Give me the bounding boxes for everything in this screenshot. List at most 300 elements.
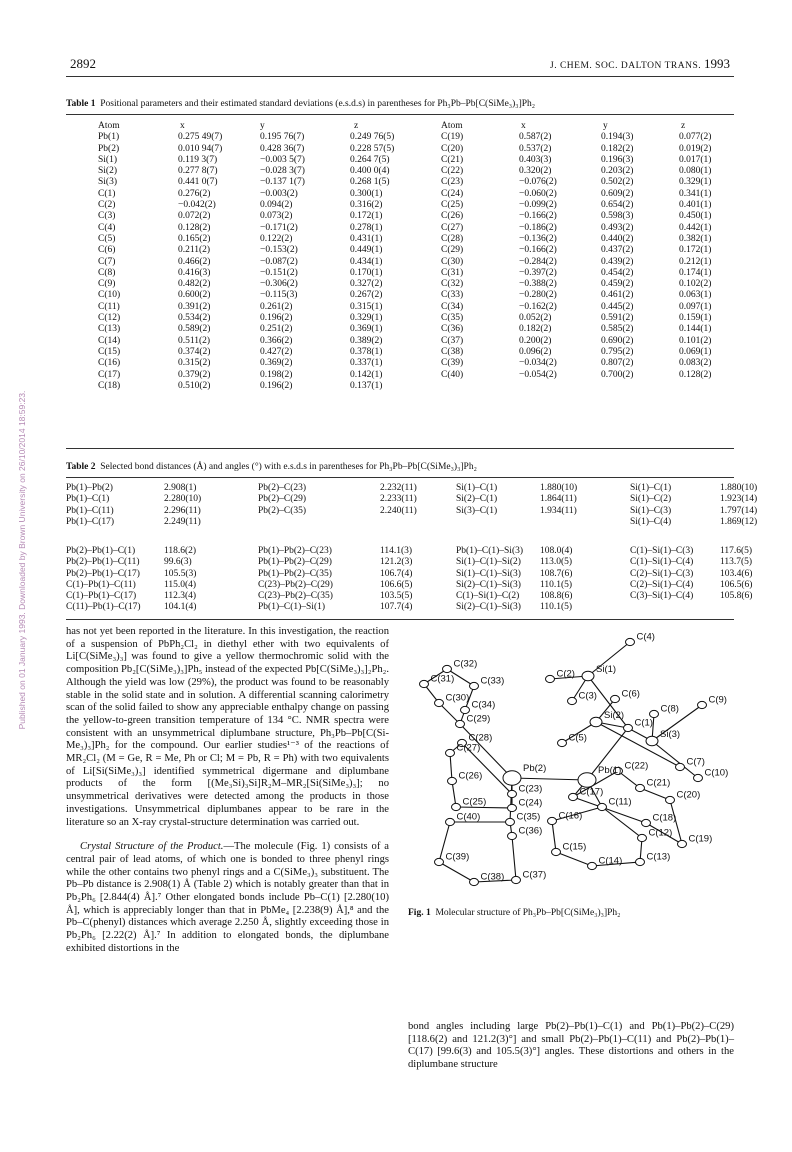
atom-ellipsoid	[552, 848, 561, 855]
table-row	[441, 223, 741, 234]
atom-cell: C(19)	[441, 132, 464, 143]
z-cell: 0.431(1)	[350, 233, 383, 244]
x-cell: −0.060(2)	[519, 188, 557, 199]
journal-name: J. CHEM. SOC. DALTON TRANS.	[550, 61, 702, 71]
atom-cell: C(12)	[98, 313, 121, 324]
table-row	[441, 257, 741, 268]
atom-ellipsoid	[435, 858, 444, 865]
table-row	[66, 557, 780, 568]
x-cell: −0.166(2)	[519, 245, 557, 256]
bond-line	[602, 807, 642, 838]
atom-ellipsoid	[590, 717, 602, 727]
z-cell: 0.228 57(5)	[350, 143, 395, 154]
atom-cell: C(35)	[441, 313, 464, 324]
x-cell: 0.119 3(7)	[178, 154, 218, 165]
y-cell: 0.073(2)	[260, 211, 293, 222]
value-cell: 105.5(3)	[164, 568, 197, 579]
x-cell: 0.096(2)	[519, 346, 552, 357]
y-cell: 0.502(2)	[601, 177, 634, 188]
atom-cell: C(31)	[441, 267, 464, 278]
x-cell: −0.166(2)	[519, 211, 557, 222]
table-row	[66, 602, 780, 613]
table-row	[98, 189, 414, 200]
bond-cell: Pb(1)–Pb(2)	[66, 483, 113, 493]
atom-label: C(28)	[468, 732, 493, 744]
table2-top-rule	[66, 477, 734, 478]
bond-cell: Si(2)–C(1)	[456, 494, 498, 505]
atom-cell: C(29)	[441, 245, 464, 256]
bond-cell: C(23)–Pb(2)–C(35)	[258, 591, 333, 602]
value-cell: 2.232(11)	[380, 483, 417, 493]
bond-cell: Si(1)–C(1)	[630, 483, 672, 493]
section-heading: Crystal Structure of the Product.	[80, 841, 224, 853]
atom-cell: Si(3)	[98, 177, 117, 188]
y-cell: −0.003 5(7)	[260, 154, 305, 165]
atom-label: C(4)	[636, 631, 655, 643]
z-cell: 0.382(1)	[679, 233, 712, 244]
atom-label: Si(2)	[604, 710, 625, 721]
value-cell: 115.0(4)	[164, 579, 197, 590]
bond-cell: Si(1)–C(3)	[630, 505, 672, 516]
journal-year: 1993	[704, 56, 730, 71]
x-cell: −0.186(2)	[519, 222, 557, 233]
atom-cell: C(17)	[98, 369, 121, 380]
x-cell: −0.280(2)	[519, 290, 557, 301]
table-row	[66, 569, 780, 580]
x-cell: 0.391(2)	[178, 301, 211, 312]
y-cell: 0.196(2)	[260, 380, 293, 391]
y-cell: 0.454(2)	[601, 267, 634, 278]
atom-cell: C(38)	[441, 346, 464, 357]
table2-caption: Table 2 Selected bond distances (Å) and angles (°) with e.s.d.s in parentheses for Ph₃Pb–Pb[C(SiMe₃)₃]Ph₂	[66, 462, 477, 472]
atom-ellipsoid	[624, 724, 633, 731]
atom-ellipsoid	[578, 773, 596, 787]
atom-ellipsoid	[435, 699, 444, 706]
y-cell: 0.094(2)	[260, 200, 293, 211]
atom-ellipsoid	[694, 774, 703, 781]
y-cell: 0.591(2)	[601, 313, 634, 324]
table-row	[98, 155, 414, 166]
bond-cell: C(2)–Si(1)–C(4)	[630, 579, 694, 590]
table-row	[441, 234, 741, 245]
atom-cell: C(5)	[98, 233, 116, 244]
bond-cell: C(1)–Si(1)–C(3)	[630, 546, 694, 556]
atom-cell: C(13)	[98, 324, 121, 335]
table-row	[441, 279, 741, 290]
z-cell: 0.267(2)	[350, 290, 383, 301]
atom-ellipsoid	[548, 817, 557, 824]
z-cell: 0.327(2)	[350, 279, 383, 290]
table1-caption: Table 1 Positional parameters and their estimated standard deviations (e.s.d.s) in parentheses for Ph₃Pb–Pb[C(SiMe₃)₃]Ph₂	[66, 99, 536, 109]
bond-cell: Pb(1)–C(1)	[66, 494, 110, 505]
table-row	[441, 290, 741, 301]
x-cell: 0.276(2)	[178, 188, 211, 199]
value-cell: 105.8(6)	[720, 591, 753, 602]
x-cell: 0.403(3)	[519, 154, 552, 165]
table-row	[66, 546, 780, 557]
z-cell: 0.144(1)	[679, 324, 712, 335]
value-cell	[720, 602, 780, 613]
bond-cell: C(1)–Si(1)–C(4)	[630, 557, 694, 568]
table1-left	[98, 121, 414, 392]
atom-label: C(23)	[518, 783, 543, 795]
x-cell: −0.054(2)	[519, 369, 557, 380]
atom-cell: C(7)	[98, 256, 116, 267]
bond-cell: Si(1)–C(1)–Si(3)	[456, 568, 521, 579]
table-row	[98, 211, 414, 222]
atom-label: C(11)	[608, 796, 632, 808]
table-row	[441, 200, 741, 211]
bond-line	[512, 778, 587, 780]
atom-cell: C(8)	[98, 267, 116, 278]
z-cell: 0.300(1)	[350, 188, 383, 199]
z-cell: 0.159(1)	[679, 313, 712, 324]
atom-label: C(36)	[518, 825, 543, 837]
bond-cell: Pb(1)–C(17)	[66, 516, 115, 527]
z-cell: 0.268 1(5)	[350, 177, 390, 188]
atom-label: C(33)	[480, 675, 505, 687]
table-row	[66, 591, 780, 602]
x-cell: 0.379(2)	[178, 369, 211, 380]
table-row	[98, 381, 414, 392]
bond-cell: C(3)–Si(1)–C(4)	[630, 591, 694, 602]
table-row	[98, 257, 414, 268]
bond-cell: C(1)–Si(1)–C(2)	[456, 591, 520, 602]
atom-ellipsoid	[636, 784, 645, 791]
atom-ellipsoid	[456, 720, 465, 727]
atom-label: C(19)	[688, 833, 713, 845]
value-cell: 104.1(4)	[164, 602, 197, 613]
z-cell: 0.400 0(4)	[350, 166, 390, 177]
atom-ellipsoid	[558, 739, 567, 746]
atom-ellipsoid	[446, 749, 455, 756]
y-cell: −0.003(2)	[260, 188, 298, 199]
atom-cell: C(14)	[98, 335, 121, 346]
z-cell: 0.069(1)	[679, 346, 712, 357]
value-cell: 106.6(5)	[380, 579, 413, 590]
atom-cell: C(4)	[98, 222, 116, 233]
page-number: 2892	[70, 56, 96, 71]
atom-cell: C(28)	[441, 233, 464, 244]
table1-header-row	[98, 121, 414, 132]
y-cell: −0.151(2)	[260, 267, 298, 278]
atom-cell: C(23)	[441, 177, 464, 188]
atom-ellipsoid	[569, 793, 578, 800]
table-row	[98, 358, 414, 369]
z-cell: 0.401(1)	[679, 200, 712, 211]
atom-label: C(9)	[708, 694, 727, 706]
x-cell: 0.010 94(7)	[178, 143, 223, 154]
atom-label: C(34)	[471, 699, 496, 711]
molecular-structure-figure	[402, 616, 734, 918]
value-cell: 1.880(10)	[540, 483, 578, 493]
bond-cell: Pb(2)–C(23)	[258, 483, 307, 493]
body-text-left	[66, 626, 389, 956]
atom-label: C(12)	[648, 827, 673, 839]
atom-cell: Si(1)	[98, 154, 117, 165]
x-cell: 0.600(2)	[178, 290, 211, 301]
value-cell: 110.1(5)	[540, 602, 573, 613]
table-row	[66, 494, 780, 505]
bond-line	[439, 862, 474, 882]
x-cell: 0.482(2)	[178, 279, 211, 290]
atom-label: C(13)	[646, 851, 671, 863]
z-cell: 0.019(2)	[679, 143, 712, 154]
y-cell: 0.461(2)	[601, 290, 634, 301]
atom-label: C(10)	[704, 767, 729, 779]
atom-cell: C(36)	[441, 324, 464, 335]
atom-label: C(3)	[578, 690, 597, 702]
table-row	[441, 370, 741, 381]
download-watermark: Published on 01 January 1993. Downloaded by Brown University on 26/10/2014 18:59:23.	[17, 390, 27, 730]
table1-top-rule	[66, 114, 734, 115]
y-cell: 0.196(3)	[601, 154, 634, 165]
y-cell: 0.428 36(7)	[260, 143, 305, 154]
atom-cell: C(11)	[98, 301, 120, 312]
table-row	[441, 347, 741, 358]
bond-line	[556, 852, 592, 866]
atom-label: C(22)	[624, 760, 649, 772]
atom-ellipsoid	[698, 701, 707, 708]
x-cell: 0.374(2)	[178, 346, 211, 357]
atom-ellipsoid	[568, 697, 577, 704]
x-cell: −0.099(2)	[519, 200, 557, 211]
x-cell: 0.128(2)	[178, 222, 211, 233]
x-cell: −0.076(2)	[519, 177, 557, 188]
table-row	[441, 155, 741, 166]
z-cell: 0.174(1)	[679, 267, 712, 278]
bond-cell: Si(1)–C(1)–Si(2)	[456, 557, 521, 568]
atom-ellipsoid	[588, 862, 597, 869]
header-rule	[66, 76, 734, 77]
col-y: y	[260, 121, 265, 131]
x-cell: 0.165(2)	[178, 233, 211, 244]
y-cell: −0.306(2)	[260, 279, 298, 290]
table-row	[98, 177, 414, 188]
bond-cell: C(23)–Pb(2)–C(29)	[258, 579, 333, 590]
bond-cell: Pb(1)–C(11)	[66, 505, 114, 516]
atom-cell: C(34)	[441, 301, 464, 312]
value-cell: 106.5(6)	[720, 579, 753, 590]
atom-ellipsoid	[508, 804, 517, 811]
atom-ellipsoid	[546, 675, 555, 682]
col-z: z	[681, 121, 686, 131]
table-row	[98, 268, 414, 279]
x-cell: 0.315(2)	[178, 358, 211, 369]
value-cell: 103.5(5)	[380, 591, 413, 602]
atom-cell: C(9)	[98, 279, 116, 290]
bond-cell: Si(1)–C(4)	[630, 516, 672, 527]
y-cell: −0.137 1(7)	[260, 177, 305, 188]
atom-ellipsoid	[470, 682, 479, 689]
atom-label: C(15)	[562, 841, 587, 853]
table-row	[98, 144, 414, 155]
figure-caption: Fig. 1 Molecular structure of Ph₃Pb–Pb[C(SiMe₃)₃]Ph₂	[408, 908, 621, 918]
atom-ellipsoid	[676, 763, 685, 770]
bond-cell: C(1)–Pb(1)–C(11)	[66, 579, 136, 590]
atom-label: C(8)	[660, 703, 679, 715]
x-cell: 0.511(2)	[178, 335, 211, 346]
x-cell: −0.397(2)	[519, 267, 557, 278]
atom-label: C(17)	[579, 786, 604, 798]
y-cell: 0.609(2)	[601, 188, 634, 199]
z-cell: 0.172(1)	[679, 245, 712, 256]
x-cell: 0.466(2)	[178, 256, 211, 267]
value-cell: 113.7(5)	[720, 557, 753, 568]
col-atom: Atom	[441, 121, 463, 131]
z-cell: 0.369(1)	[350, 324, 383, 335]
z-cell: 0.329(1)	[679, 177, 712, 188]
z-cell: 0.172(1)	[350, 211, 383, 222]
value-cell: 121.2(3)	[380, 557, 413, 568]
x-cell: 0.587(2)	[519, 132, 552, 143]
atom-cell: C(32)	[441, 279, 464, 290]
value-cell: 1.923(14)	[720, 494, 758, 505]
value-cell: 2.233(11)	[380, 494, 417, 505]
x-cell: 0.534(2)	[178, 313, 211, 324]
paragraph-crystal-structure: Crystal Structure of the Product.—The molecule (Fig. 1) consists of a central pair of lead atoms, of which one is bonded to three phenyl rings while the other contains two phenyl rings and a C(SiMe₃)₃ substituent. The Pb–Pb distance is 2.908(1) Å (Table 2) which is notably greater than that in Pb₂Ph₆ [2.844(4) Å].⁷ Other elongated bonds include Pb–C(1) [2.280(10) Å], which is appreciably longer than that in PbMe₄ [2.238(9) Å],⁸ and the Pb–C(phenyl) distances which average 2.250 Å, slightly exceeding those in Pb₂Ph₆ [2.22(2) Å].⁷ In addition to elongated bonds, the diplumbane exhibited distortions in the	[66, 841, 389, 954]
y-cell: 0.700(2)	[601, 369, 634, 380]
z-cell: 0.128(2)	[679, 369, 712, 380]
atom-label: C(20)	[676, 789, 701, 801]
bond-cell	[444, 517, 540, 528]
table1-right	[441, 121, 741, 381]
atom-cell: C(10)	[98, 290, 121, 301]
table-row	[66, 580, 780, 591]
table-row	[98, 200, 414, 211]
atom-cell: Pb(2)	[98, 143, 120, 154]
bond-line	[552, 821, 556, 852]
x-cell: −0.042(2)	[178, 200, 216, 211]
atom-ellipsoid	[420, 680, 429, 687]
journal-header	[550, 56, 730, 72]
x-cell: 0.441 0(7)	[178, 177, 218, 188]
y-cell: 0.439(2)	[601, 256, 634, 267]
y-cell: 0.598(3)	[601, 211, 634, 222]
atom-label: C(31)	[430, 673, 455, 685]
atom-cell: C(3)	[98, 211, 116, 222]
atom-label: C(37)	[522, 869, 547, 881]
atom-label: C(2)	[556, 668, 575, 680]
value-cell: 1.797(14)	[720, 505, 758, 516]
atom-ellipsoid	[666, 796, 675, 803]
table-row	[441, 336, 741, 347]
atom-ellipsoid	[508, 832, 517, 839]
z-cell: 0.337(1)	[350, 358, 383, 369]
z-cell: 0.101(2)	[679, 335, 712, 346]
atom-label: C(27)	[456, 742, 481, 754]
table-row	[441, 358, 741, 369]
y-cell: 0.585(2)	[601, 324, 634, 335]
y-cell: 0.459(2)	[601, 279, 634, 290]
y-cell: 0.795(2)	[601, 346, 634, 357]
z-cell: 0.137(1)	[350, 380, 383, 391]
y-cell: 0.369(2)	[260, 358, 293, 369]
y-cell: 0.251(2)	[260, 324, 293, 335]
atom-ellipsoid	[642, 819, 651, 826]
atom-cell: C(39)	[441, 358, 464, 369]
z-cell: 0.097(1)	[679, 301, 712, 312]
atom-label: C(18)	[652, 812, 677, 824]
atom-label: C(7)	[686, 756, 705, 768]
table-row	[98, 223, 414, 234]
value-cell: 110.1(5)	[540, 579, 573, 590]
bond-cell: Si(1)–C(2)	[630, 494, 672, 505]
z-cell: 0.080(1)	[679, 166, 712, 177]
z-cell: 0.077(2)	[679, 132, 712, 143]
y-cell: −0.028 3(7)	[260, 166, 305, 177]
table-row	[98, 347, 414, 358]
value-cell: 114.1(3)	[380, 546, 413, 556]
z-cell: 0.389(2)	[350, 335, 383, 346]
paragraph-intro: has not yet been reported in the literature. In this investigation, the reaction of a suspension of PbPh₂Cl₂ in diethyl ether with two equivalents of Li[C(SiMe₃)₃] was found to give a yellow thermochromic solid with the composition Pb₂[C(SiMe₃)₃]Ph₅ instead of the expected Pb[C(SiMe₃)₃]₂Ph₂. Although the yield was low (29%), the product was found to be reasonably stable in the solid state and in solution. A differential scanning calorimetry scan of the solid failed to show any appreciable enthalpy change on passing the yellow-to-green transition temperature of 134 °C. NMR spectra were consistent with an unsymmetrical diplumbane structure, Ph₃Pb–Pb[C(Si-Me₃)₃]Ph₂ for the compound. Our earlier studies¹⁻³ of the reactions of MR₂Cl₂ (M = Ge, R = Me, Ph or Cl; M = Pb, R = Ph) with two equivalents of Li[Si(SiMe₃)₃] identified symmetrical digermane and diplumbane products of the form [(Me₃Si)₃Si]R₂M–MR₂[Si(SiMe₃)₃]; no unsymmetrical derivatives were detected among the products in those investigations. Unsymmetrical diplumbanes appear to be rare in the literature so an X-ray crystal-structure determination was carried out.	[66, 626, 389, 828]
table-row	[98, 234, 414, 245]
atom-ellipsoid	[678, 840, 687, 847]
col-atom: Atom	[98, 121, 120, 131]
table-row	[441, 166, 741, 177]
value-cell: 103.4(6)	[720, 568, 753, 579]
bond-cell: C(2)–Si(1)–C(3)	[630, 568, 694, 579]
col-y: y	[603, 121, 608, 131]
y-cell: 0.807(2)	[601, 358, 634, 369]
x-cell: −0.162(2)	[519, 301, 557, 312]
atom-ellipsoid	[611, 695, 620, 702]
bond-cell: Pb(1)–Pb(2)–C(23)	[258, 546, 332, 556]
x-cell: −0.136(2)	[519, 233, 557, 244]
value-cell: 2.908(1)	[164, 483, 197, 493]
y-cell: −0.171(2)	[260, 222, 298, 233]
value-cell: 2.280(10)	[164, 494, 202, 505]
atom-ellipsoid	[452, 803, 461, 810]
atom-ellipsoid	[448, 777, 457, 784]
atom-ellipsoid	[638, 834, 647, 841]
table-row	[441, 211, 741, 222]
y-cell: 0.194(3)	[601, 132, 634, 143]
value-cell: 99.6(3)	[164, 557, 192, 568]
z-cell: 0.083(2)	[679, 358, 712, 369]
table-row	[98, 279, 414, 290]
atom-cell: C(21)	[441, 154, 464, 165]
x-cell: 0.589(2)	[178, 324, 211, 335]
atom-ellipsoid	[512, 876, 521, 883]
x-cell: −0.388(2)	[519, 279, 557, 290]
atom-ellipsoid	[646, 736, 658, 746]
table-row	[441, 324, 741, 335]
x-cell: 0.072(2)	[178, 211, 211, 222]
z-cell: 0.170(1)	[350, 267, 383, 278]
bond-cell: Pb(1)–C(1)–Si(1)	[258, 602, 326, 613]
bond-cell	[246, 517, 380, 528]
z-cell: 0.329(1)	[350, 313, 383, 324]
z-cell: 0.450(1)	[679, 211, 712, 222]
bond-cell: Pb(1)–Pb(2)–C(29)	[258, 557, 332, 568]
atom-label: Si(3)	[660, 729, 681, 740]
bond-cell: C(11)–Pb(1)–C(17)	[66, 602, 141, 613]
value-cell	[540, 517, 618, 528]
col-x: x	[180, 121, 185, 131]
y-cell: 0.437(2)	[601, 245, 634, 256]
table1-bottom-rule	[66, 448, 734, 449]
y-cell: −0.087(2)	[260, 256, 298, 267]
atom-label: C(35)	[516, 811, 541, 823]
y-cell: 0.366(2)	[260, 335, 293, 346]
value-cell: 108.0(4)	[540, 546, 573, 556]
atom-cell: Pb(1)	[98, 132, 120, 143]
table-row	[441, 177, 741, 188]
atom-label: C(16)	[558, 810, 583, 822]
atom-label: Pb(2)	[523, 763, 547, 774]
value-cell: 107.7(4)	[380, 602, 413, 613]
